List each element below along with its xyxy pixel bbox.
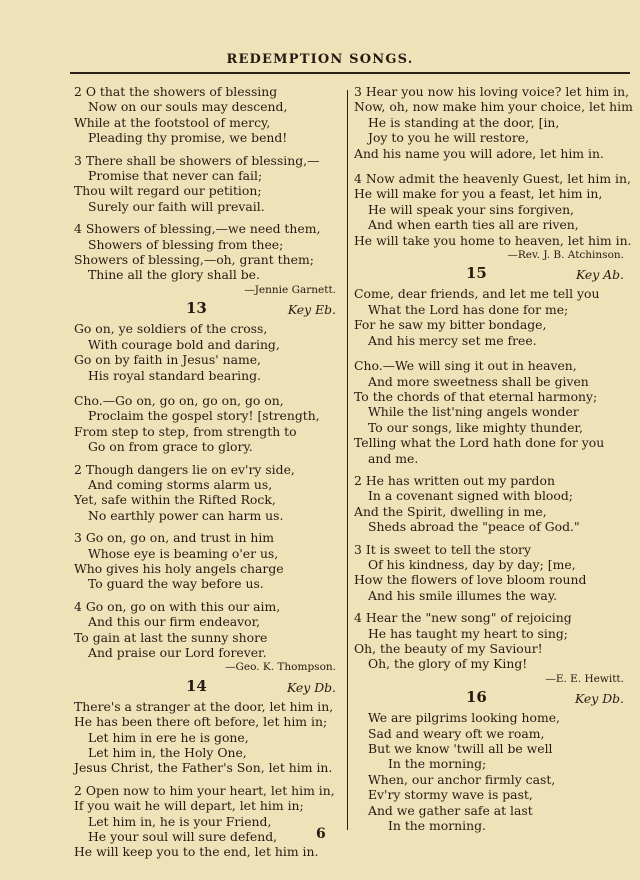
chorus-line: Cho.—Go on, go on, go on, go on, [74,392,284,408]
verse-line: He your soul will sure defend, [88,829,278,845]
hymn-15-verse-4 [354,610,630,672]
verse-line: Go on, ye soldiers of the cross, [74,321,268,337]
verse-line: And when earth ties all are riven, [368,217,579,233]
verse-line: And his mercy set me free. [368,332,537,348]
hymn-13-verse-1 [74,321,342,383]
verse-line: And praise our Lord forever. [88,645,267,660]
verse-line: Whose eye is beaming o'er us, [88,545,279,561]
verse-line: 3 Hear you now his loving voice? let him in, [354,84,630,99]
verse-line: No earthly power can harm us. [88,507,284,523]
verse-line: We are pilgrims looking home, [368,710,560,726]
verse-line: But we know 'twill all be well [368,741,553,757]
verse-line: Oh, the beauty of my Saviour! [354,641,543,656]
verse-line: Oh, the glory of my King! [368,656,528,672]
verse-line: Who gives his holy angels charge [74,560,284,576]
verse-line: Thou wilt regard our petition; [74,183,262,199]
chorus-line: To our songs, like mighty thunder, [368,419,583,435]
hymn-14-verse-2 [74,783,342,860]
hymn-14-verse-3 [354,84,633,161]
verse-line: In a covenant signed with blood; [368,488,573,504]
right-column [354,84,633,834]
hymn-12-verse-4 [74,221,342,283]
verse-line: 4 Showers of blessing,—we need them, [74,221,321,237]
verse-line: 4 Now admit the heavenly Guest, let him in, [354,171,631,187]
verse-line: Of his kindness, day by day; [me, [368,556,576,572]
hymn-15-attribution: —E. E. Hewitt. [545,672,624,685]
verse-line: 3 There shall be showers of blessing,— [74,152,320,168]
verse-line: 4 Hear the "new song" of rejoicing [354,610,572,626]
verse-line: Pleading thy promise, we bend! [88,130,288,146]
hymn-15-verse-1 [354,286,630,348]
hymn-15-verse-3 [354,542,630,604]
verse-line: And this our firm endeavor, [88,614,261,630]
verse-line: 3 It is sweet to tell the story [354,541,531,557]
verse-line: While at the footstool of mercy, [74,114,271,130]
hymn-key: Key Db. [287,679,336,695]
hymn-number: 16 [466,688,487,707]
header-rule [70,72,630,74]
hymn-12-verse-2 [74,84,342,146]
column-divider [347,90,348,830]
chorus-line: Proclaim the gospel story! [strength, [88,408,320,424]
chorus-line: Telling what the Lord hath done for you [354,435,605,451]
hymn-13-heading [74,301,342,321]
verse-line: 2 O that the showers of blessing [74,84,278,99]
verse-line: Joy to you he will restore, [368,130,530,146]
hymn-14-heading [74,676,342,699]
verse-line: For he saw my bitter bondage, [354,317,547,333]
verse-line: Promise that never can fail; [88,168,263,184]
hymn-key: Key Ab. [575,267,624,283]
hymn-number: 13 [186,299,207,318]
verse-line: Let him in, the Holy One, [88,745,247,761]
verse-line: Sheds abroad the "peace of God." [368,519,580,535]
hymn-12-verse-3 [74,153,342,215]
hymn-13-attribution: —Geo. K. Thompson. [224,661,336,674]
verse-line: If you wait he will depart, let him in; [74,798,304,814]
hymn-15-chorus [354,358,630,466]
verse-line: Surely our faith will prevail. [88,198,265,214]
hymn-key: Key Eb. [287,302,336,318]
hymn-number: 14 [186,676,207,695]
verse-line: With courage bold and daring, [88,336,280,352]
hymn-13-verse-3 [74,530,342,592]
verse-line: He has been there oft before, let him in; [74,714,328,730]
verse-line: When, our anchor firmly cast, [368,771,556,787]
verse-line: To guard the way before us. [88,576,264,592]
verse-line: And his smile illumes the way. [368,587,558,603]
verse-line: In the morning. [388,818,486,834]
chorus-line: and me. [368,450,419,466]
verse-line: Let him in ere he is gone, [88,729,249,745]
hymn-14-verse-4 [354,171,630,248]
verse-line: How the flowers of love bloom round [354,572,587,588]
verse-line: And we gather safe at last [368,802,533,818]
hymn-15-heading [354,266,630,286]
verse-line: His royal standard bearing. [88,367,261,383]
verse-line: 3 Go on, go on, and trust in him [74,530,275,546]
verse-line: Showers of blessing from thee; [88,236,284,252]
hymn-14-verse-1 [74,699,342,776]
verse-line: There's a stranger at the door, let him in, [74,698,334,714]
chorus-line: Cho.—We will sing it out in heaven, [354,358,577,374]
chorus-line: From step to step, from strength to [74,423,297,439]
verse-line: And the Spirit, dwelling in me, [354,503,547,519]
verse-line: He will speak your sins forgiven, [368,201,574,217]
verse-line: And his name you will adore, let him in. [354,145,604,161]
hymn-16-verse-1 [354,710,630,833]
verse-line: Sad and weary oft we roam, [368,725,545,741]
verse-line: 4 Go on, go on with this our aim, [74,598,281,614]
page-header: REDEMPTION SONGS. [226,52,414,67]
hymn-15-verse-2 [354,473,630,535]
hymn-number: 15 [466,264,487,283]
verse-line: He will make for you a feast, let him in, [354,186,603,202]
verse-line: What the Lord has done for me; [368,301,569,317]
hymn-16-heading [354,690,630,710]
left-column [74,84,342,860]
verse-line: He will take you home to heaven, let him in. [354,232,632,248]
verse-line: Yet, safe within the Rifted Rock, [74,492,276,508]
verse-line: Let him in, he is your Friend, [88,813,272,829]
verse-line: 2 Though dangers lie on ev'ry side, [74,461,295,477]
verse-line: 2 Open now to him your heart, let him in, [74,782,335,798]
verse-line: To gain at last the sunny shore [74,629,268,645]
verse-line: He will keep you to the end, let him in. [74,844,319,860]
verse-line: Showers of blessing,—oh, grant them; [74,252,314,268]
verse-line: Go on by faith in Jesus' name, [74,352,261,368]
verse-line: Thine all the glory shall be. [88,267,260,283]
verse-line: In the morning; [388,756,487,772]
verse-line: 2 He has written out my pardon [354,472,555,488]
verse-line: He is standing at the door, [in, [368,114,560,130]
hymn-13-verse-4 [74,599,342,661]
chorus-line: To the chords of that eternal harmony; [354,388,598,404]
verse-line: And coming storms alarm us, [88,476,273,492]
verse-line: Jesus Christ, the Father's Son, let him in. [74,760,333,776]
verse-line: Ev'ry stormy wave is past, [368,787,533,803]
chorus-line: And more sweetness shall be given [368,373,589,389]
hymn-13-chorus [74,393,342,455]
verse-line: Come, dear friends, and let me tell you [354,286,600,302]
hymn-key: Key Db. [575,691,624,707]
hymn-12-attribution: —Jennie Garnett. [244,283,336,296]
verse-line: Now, oh, now make him your choice, let him [354,99,633,115]
hymn-13-verse-2 [74,462,342,524]
verse-line: Now on our souls may descend, [88,99,288,115]
verse-line: He has taught my heart to sing; [368,625,568,641]
chorus-line: Go on from grace to glory. [88,439,253,455]
hymn-14-attribution: —Rev. J. B. Atchinson. [507,249,624,262]
chorus-line: While the list'ning angels wonder [368,404,579,420]
page-number: 6 [316,826,326,842]
